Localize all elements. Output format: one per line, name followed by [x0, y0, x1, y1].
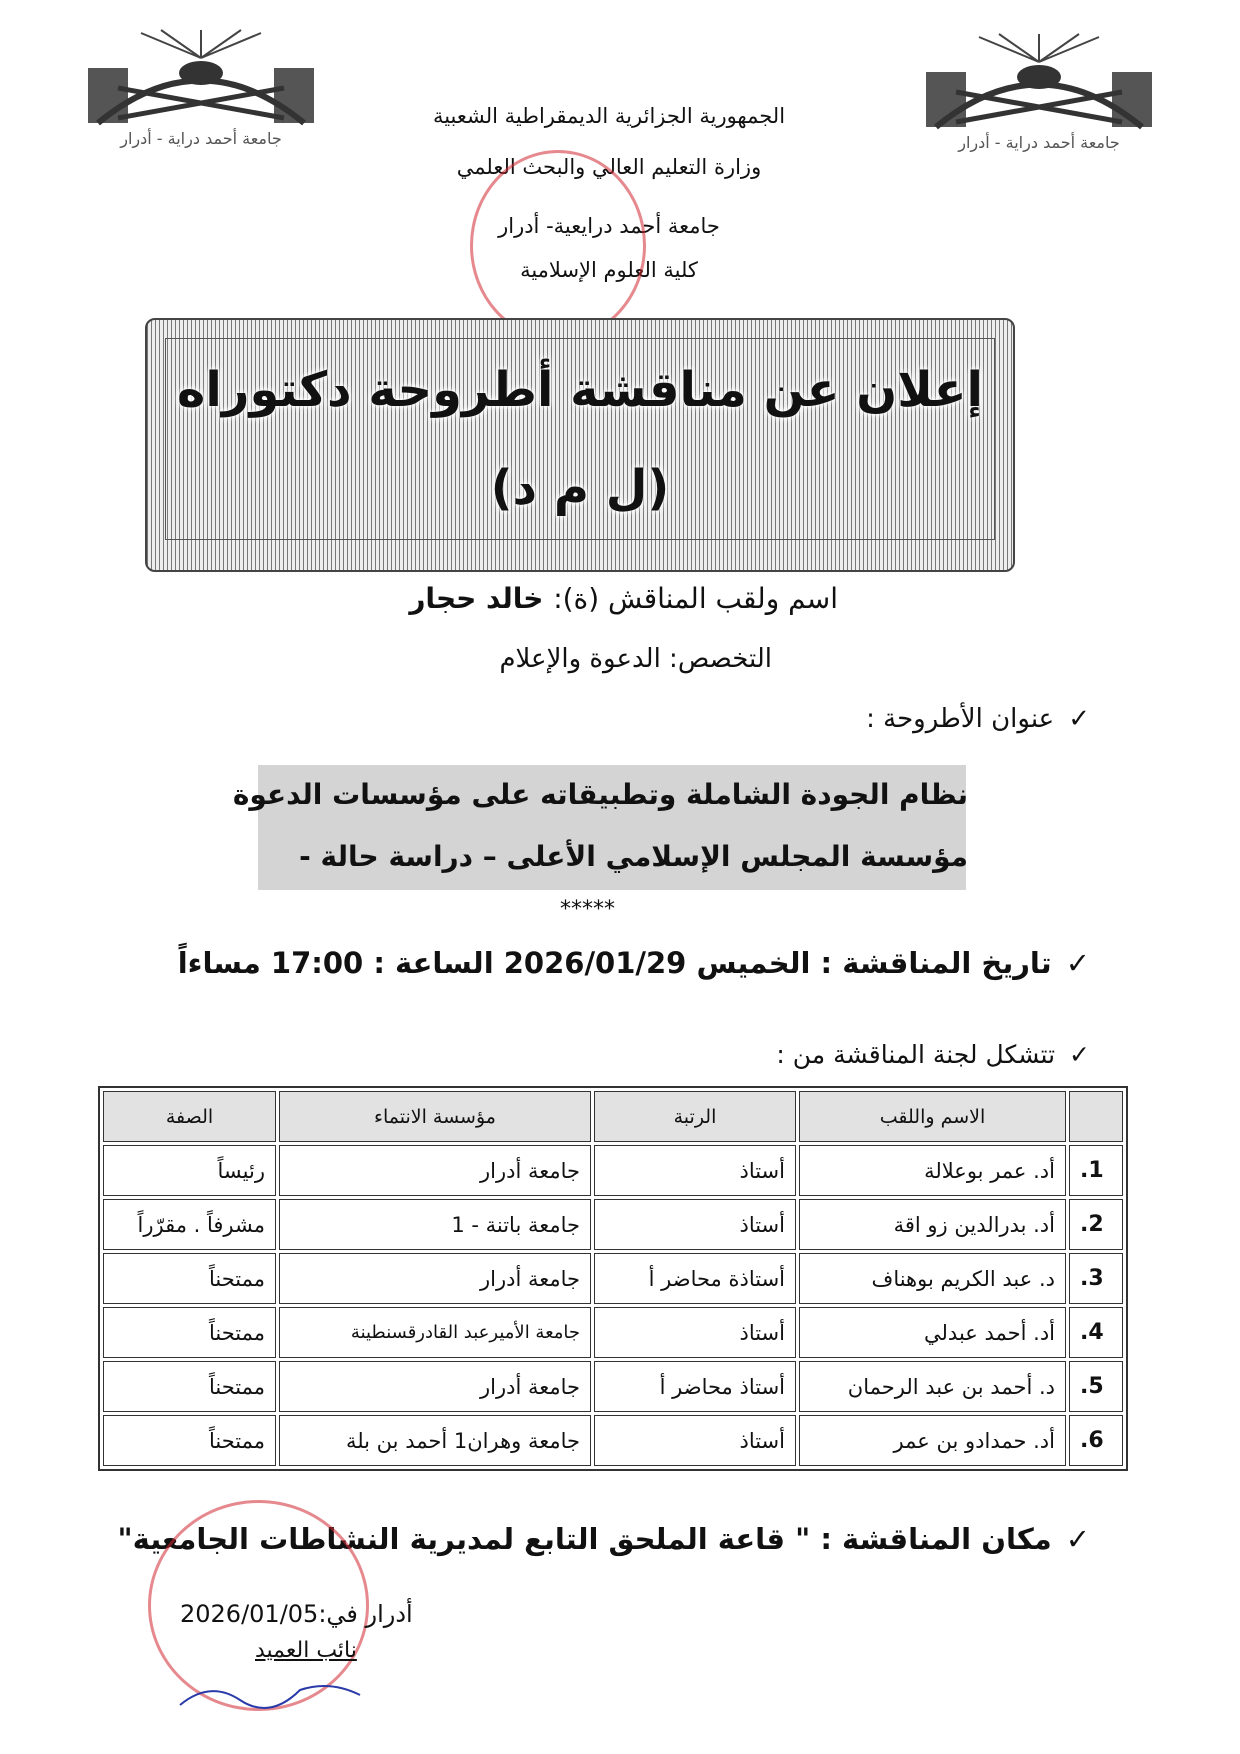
row-number: 6.: [1069, 1415, 1123, 1466]
checkmark-icon: ✓: [1065, 1522, 1090, 1556]
member-name: د. أحمد بن عبد الرحمان: [799, 1361, 1066, 1412]
checkmark-icon: ✓: [1065, 946, 1090, 980]
logo-caption: جامعة أحمد دراية - أدرار: [958, 133, 1120, 152]
row-number: 1.: [1069, 1145, 1123, 1196]
specialty: التخصص: الدعوة والإعلام: [499, 644, 772, 674]
committee-label-line: [776, 1040, 1090, 1069]
member-institution: جامعة أدرار: [279, 1145, 591, 1196]
member-role: رئيساً: [103, 1145, 276, 1196]
header-num: [1069, 1091, 1123, 1142]
member-institution: جامعة الأميرعبد القادرقسنطينة: [279, 1307, 591, 1358]
table-header-row: [103, 1091, 1123, 1142]
defense-date: تاريخ المناقشة : الخميس 2026/01/29 الساعة : 17:00 مساءاً: [177, 946, 1052, 980]
member-name: أد. عمر بوعلالة: [799, 1145, 1066, 1196]
member-institution: جامعة أدرار: [279, 1253, 591, 1304]
thesis-label-line: [866, 704, 1090, 734]
member-rank: أستاذ: [594, 1307, 796, 1358]
member-rank: أستاذة محاضر أ: [594, 1253, 796, 1304]
defense-location: مكان المناقشة : " قاعة الملحق التابع لمديرية النشاطات الجامعية": [117, 1522, 1052, 1556]
header-name: الاسم واللقب: [799, 1091, 1066, 1142]
logo-caption: جامعة أحمد دراية - أدرار: [120, 129, 282, 148]
faculty-stamp: [470, 150, 646, 341]
member-role: ممتحناً: [103, 1253, 276, 1304]
thesis-label: عنوان الأطروحة :: [866, 704, 1055, 734]
member-role: ممتحناً: [103, 1361, 276, 1412]
member-name: أد. بدرالدين زو اقة: [799, 1199, 1066, 1250]
candidate-label: اسم ولقب المناقش (ة):: [553, 582, 838, 615]
member-institution: جامعة أدرار: [279, 1361, 591, 1412]
university-logo-left: [78, 28, 324, 148]
place-date: أدرار في:2026/01/05: [180, 1600, 413, 1628]
member-name: أد. أحمد عبدلي: [799, 1307, 1066, 1358]
row-number: 3.: [1069, 1253, 1123, 1304]
committee-label: تتشكل لجنة المناقشة من :: [776, 1040, 1056, 1069]
ministry-line: وزارة التعليم العالي والبحث العلمي: [456, 155, 762, 179]
table-row: [103, 1361, 1123, 1412]
row-number: 4.: [1069, 1307, 1123, 1358]
member-rank: أستاذ محاضر أ: [594, 1361, 796, 1412]
table-row: [103, 1199, 1123, 1250]
member-role: مشرفاً . مقرّراً: [103, 1199, 276, 1250]
defense-date-line: [178, 946, 1090, 980]
committee-table: [98, 1086, 1128, 1471]
banner-subtitle: (ل م د): [490, 460, 670, 516]
row-number: 2.: [1069, 1199, 1123, 1250]
table-row: [103, 1415, 1123, 1466]
university-logo-right: [916, 32, 1162, 152]
signatory-title: نائب العميد: [255, 1638, 357, 1663]
announcement-banner: [145, 318, 1015, 572]
table-row: [103, 1145, 1123, 1196]
header-institution: مؤسسة الانتماء: [279, 1091, 591, 1142]
republic-line: الجمهورية الجزائرية الديمقراطية الشعبية: [432, 104, 786, 128]
separator-stars: *****: [560, 897, 615, 922]
header-role: الصفة: [103, 1091, 276, 1142]
member-role: ممتحناً: [103, 1307, 276, 1358]
member-name: أد. حمدادو بن عمر: [799, 1415, 1066, 1466]
thesis-title-line1: نظام الجودة الشاملة وتطبيقاته على مؤسسات الدعوة: [232, 778, 968, 811]
table-row: [103, 1307, 1123, 1358]
checkmark-icon: ✓: [1068, 704, 1090, 734]
row-number: 5.: [1069, 1361, 1123, 1412]
university-line: جامعة أحمد درايعية- أدرار: [498, 214, 720, 238]
table-row: [103, 1253, 1123, 1304]
member-institution: جامعة باتنة - 1: [279, 1199, 591, 1250]
signature-icon: [170, 1660, 370, 1720]
member-name: د. عبد الكريم بوهناف: [799, 1253, 1066, 1304]
candidate-line: [409, 582, 838, 615]
member-rank: أستاذ: [594, 1199, 796, 1250]
member-rank: أستاذ: [594, 1415, 796, 1466]
banner-title: إعلان عن مناقشة أطروحة دكتوراه: [177, 362, 983, 418]
thesis-title-line2: مؤسسة المجلس الإسلامي الأعلى – دراسة حالة -: [299, 840, 968, 873]
checkmark-icon: ✓: [1069, 1040, 1090, 1069]
member-role: ممتحناً: [103, 1415, 276, 1466]
header-rank: الرتبة: [594, 1091, 796, 1142]
candidate-name: خالد حجار: [409, 582, 544, 615]
faculty-line: كلية العلوم الإسلامية: [520, 258, 698, 282]
member-institution: جامعة وهران1 أحمد بن بلة: [279, 1415, 591, 1466]
member-rank: أستاذ: [594, 1145, 796, 1196]
